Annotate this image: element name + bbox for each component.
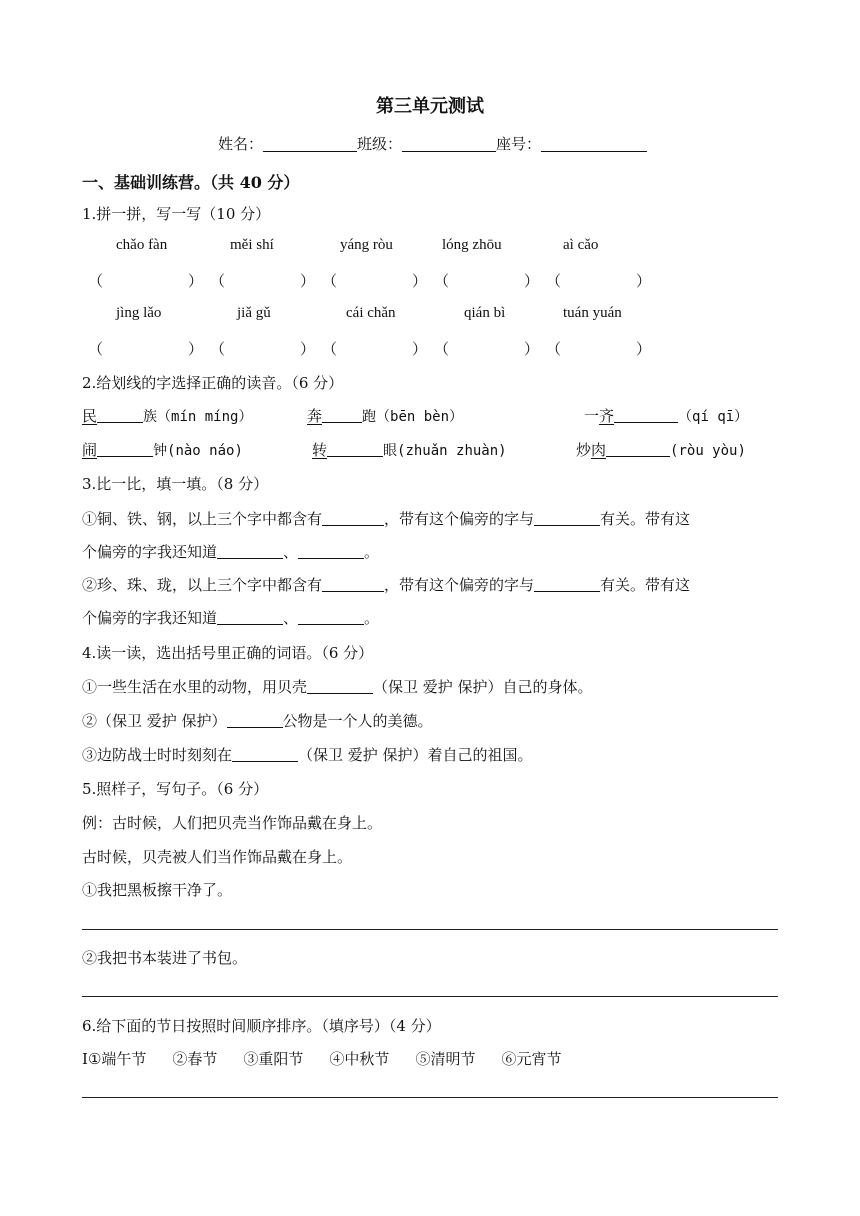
q4-sentence: ①一些生活在水里的动物，用贝壳 （保卫 爱护 保护）自己的身体。: [82, 678, 593, 696]
pinyin-item: jìng lǎo: [116, 305, 162, 321]
paren-close: ）: [524, 340, 540, 358]
paren-close: ）: [300, 340, 316, 358]
paren-open: （: [210, 272, 226, 290]
fill-blank[interactable]: [606, 442, 670, 457]
fill-blank[interactable]: [534, 577, 600, 592]
answer-line[interactable]: [82, 996, 778, 997]
fill-blank[interactable]: [217, 610, 283, 625]
fill-blank[interactable]: [97, 408, 143, 423]
paren-close: ）: [412, 340, 428, 358]
q3-line: ①铜、铁、钢，以上三个字中都含有 ，带有这个偏旁的字与 有关。带有这: [82, 510, 691, 528]
q6-festival-list: I①端午节 ②春节 ③重阳节 ④中秋节 ⑤清明节 ⑥元宵节: [82, 1050, 562, 1068]
fill-blank[interactable]: [327, 442, 383, 457]
pinyin-item: cái chǎn: [346, 305, 396, 321]
fill-blank[interactable]: [217, 544, 283, 559]
paren-open: （: [322, 340, 338, 358]
paren-close: ）: [188, 340, 204, 358]
section-heading: 一、基础训练营。（共 40 分）: [82, 173, 300, 192]
paren-close: ）: [636, 340, 652, 358]
student-info-row: [218, 133, 647, 154]
q6-title: 6.给下面的节日按照时间顺序排序。（填序号）（4 分）: [82, 1017, 441, 1035]
q3-line: 个偏旁的字我还知道 、 。: [82, 609, 380, 627]
q4-sentence: ③边防战士时时刻刻在 （保卫 爱护 保护）着自己的祖国。: [82, 746, 533, 764]
reading-choice-item: 闹 钟(nào náo): [82, 441, 243, 459]
fill-blank[interactable]: [322, 577, 384, 592]
fill-blank[interactable]: [534, 511, 600, 526]
paren-close: ）: [300, 272, 316, 290]
q4-sentence: ②（保卫 爱护 保护） 公物是一个人的美德。: [82, 712, 433, 730]
pinyin-item: jiǎ gǔ: [237, 305, 271, 321]
pinyin-item: qián bì: [464, 305, 506, 321]
paren-open: （: [546, 340, 562, 358]
q4-title: 4.读一读，选出括号里正确的词语。（6 分）: [82, 644, 374, 662]
paren-close: ）: [636, 272, 652, 290]
fill-blank[interactable]: [322, 408, 362, 423]
q5-example: 例：古时候，人们把贝壳当作饰品戴在身上。: [82, 814, 383, 832]
q5-title: 5.照样子，写句子。（6 分）: [82, 780, 269, 798]
fill-blank[interactable]: [322, 511, 384, 526]
fill-blank[interactable]: [232, 747, 298, 762]
q2-title: 2.给划线的字选择正确的读音。（6 分）: [82, 374, 344, 392]
festival-item: ③重阳节: [243, 1050, 304, 1068]
reading-choice-item: 一齐 （qí qī）: [584, 407, 749, 425]
festival-item: ④中秋节: [329, 1050, 390, 1068]
seat-label: 座号：: [496, 135, 542, 153]
fill-blank[interactable]: [298, 544, 364, 559]
q1-title: 1.拼一拼，写一写（10 分）: [82, 205, 271, 223]
paren-open: （: [434, 340, 450, 358]
q5-sentence: ②我把书本装进了书包。: [82, 949, 248, 967]
pinyin-item: lóng zhōu: [442, 237, 502, 253]
fill-blank[interactable]: [97, 442, 153, 457]
festival-item: ⑥元宵节: [501, 1050, 562, 1068]
page-title: 第三单元测试: [376, 96, 484, 117]
paren-close: ）: [412, 272, 428, 290]
paren-open: （: [546, 272, 562, 290]
pinyin-item: chǎo fàn: [116, 237, 168, 253]
festival-item: ②春节: [172, 1050, 218, 1068]
fill-blank[interactable]: [298, 610, 364, 625]
paren-open: （: [210, 340, 226, 358]
reading-choice-item: 炒肉 (ròu yòu): [576, 441, 746, 459]
name-label: 姓名：: [218, 135, 264, 153]
fill-blank[interactable]: [227, 713, 283, 728]
reading-choice-item: 转 眼(zhuǎn zhuàn): [312, 441, 507, 459]
answer-line[interactable]: [82, 1097, 778, 1098]
q5-example-answer: 古时候，贝壳被人们当作饰品戴在身上。: [82, 848, 353, 866]
seat-field[interactable]: [541, 135, 647, 152]
class-label: 班级：: [357, 135, 403, 153]
pinyin-item: yáng ròu: [340, 237, 393, 253]
festival-item: ⑤清明节: [415, 1050, 476, 1068]
paren-open: （: [434, 272, 450, 290]
reading-choice-item: 奔 跑（bēn bèn）: [307, 407, 464, 425]
pinyin-item: tuán yuán: [563, 305, 622, 321]
fill-blank[interactable]: [614, 408, 678, 423]
reading-choice-item: 民 族（mín míng）: [82, 407, 253, 425]
class-field[interactable]: [402, 135, 496, 152]
pinyin-item: měi shí: [230, 237, 274, 253]
festival-item: ①端午节: [87, 1050, 147, 1068]
q5-sentence: ①我把黑板擦干净了。: [82, 881, 233, 899]
q3-line: 个偏旁的字我还知道 、 。: [82, 543, 380, 561]
pinyin-item: aì cǎo: [563, 237, 599, 253]
q3-line: ②珍、珠、珑，以上三个字中都含有 ，带有这个偏旁的字与 有关。带有这: [82, 576, 691, 594]
name-field[interactable]: [263, 135, 357, 152]
q3-title: 3.比一比，填一填。（8 分）: [82, 475, 269, 493]
paren-open: （: [88, 340, 104, 358]
paren-open: （: [88, 272, 104, 290]
paren-open: （: [322, 272, 338, 290]
answer-line[interactable]: [82, 929, 778, 930]
paren-close: ）: [524, 272, 540, 290]
fill-blank[interactable]: [307, 679, 373, 694]
paren-close: ）: [188, 272, 204, 290]
